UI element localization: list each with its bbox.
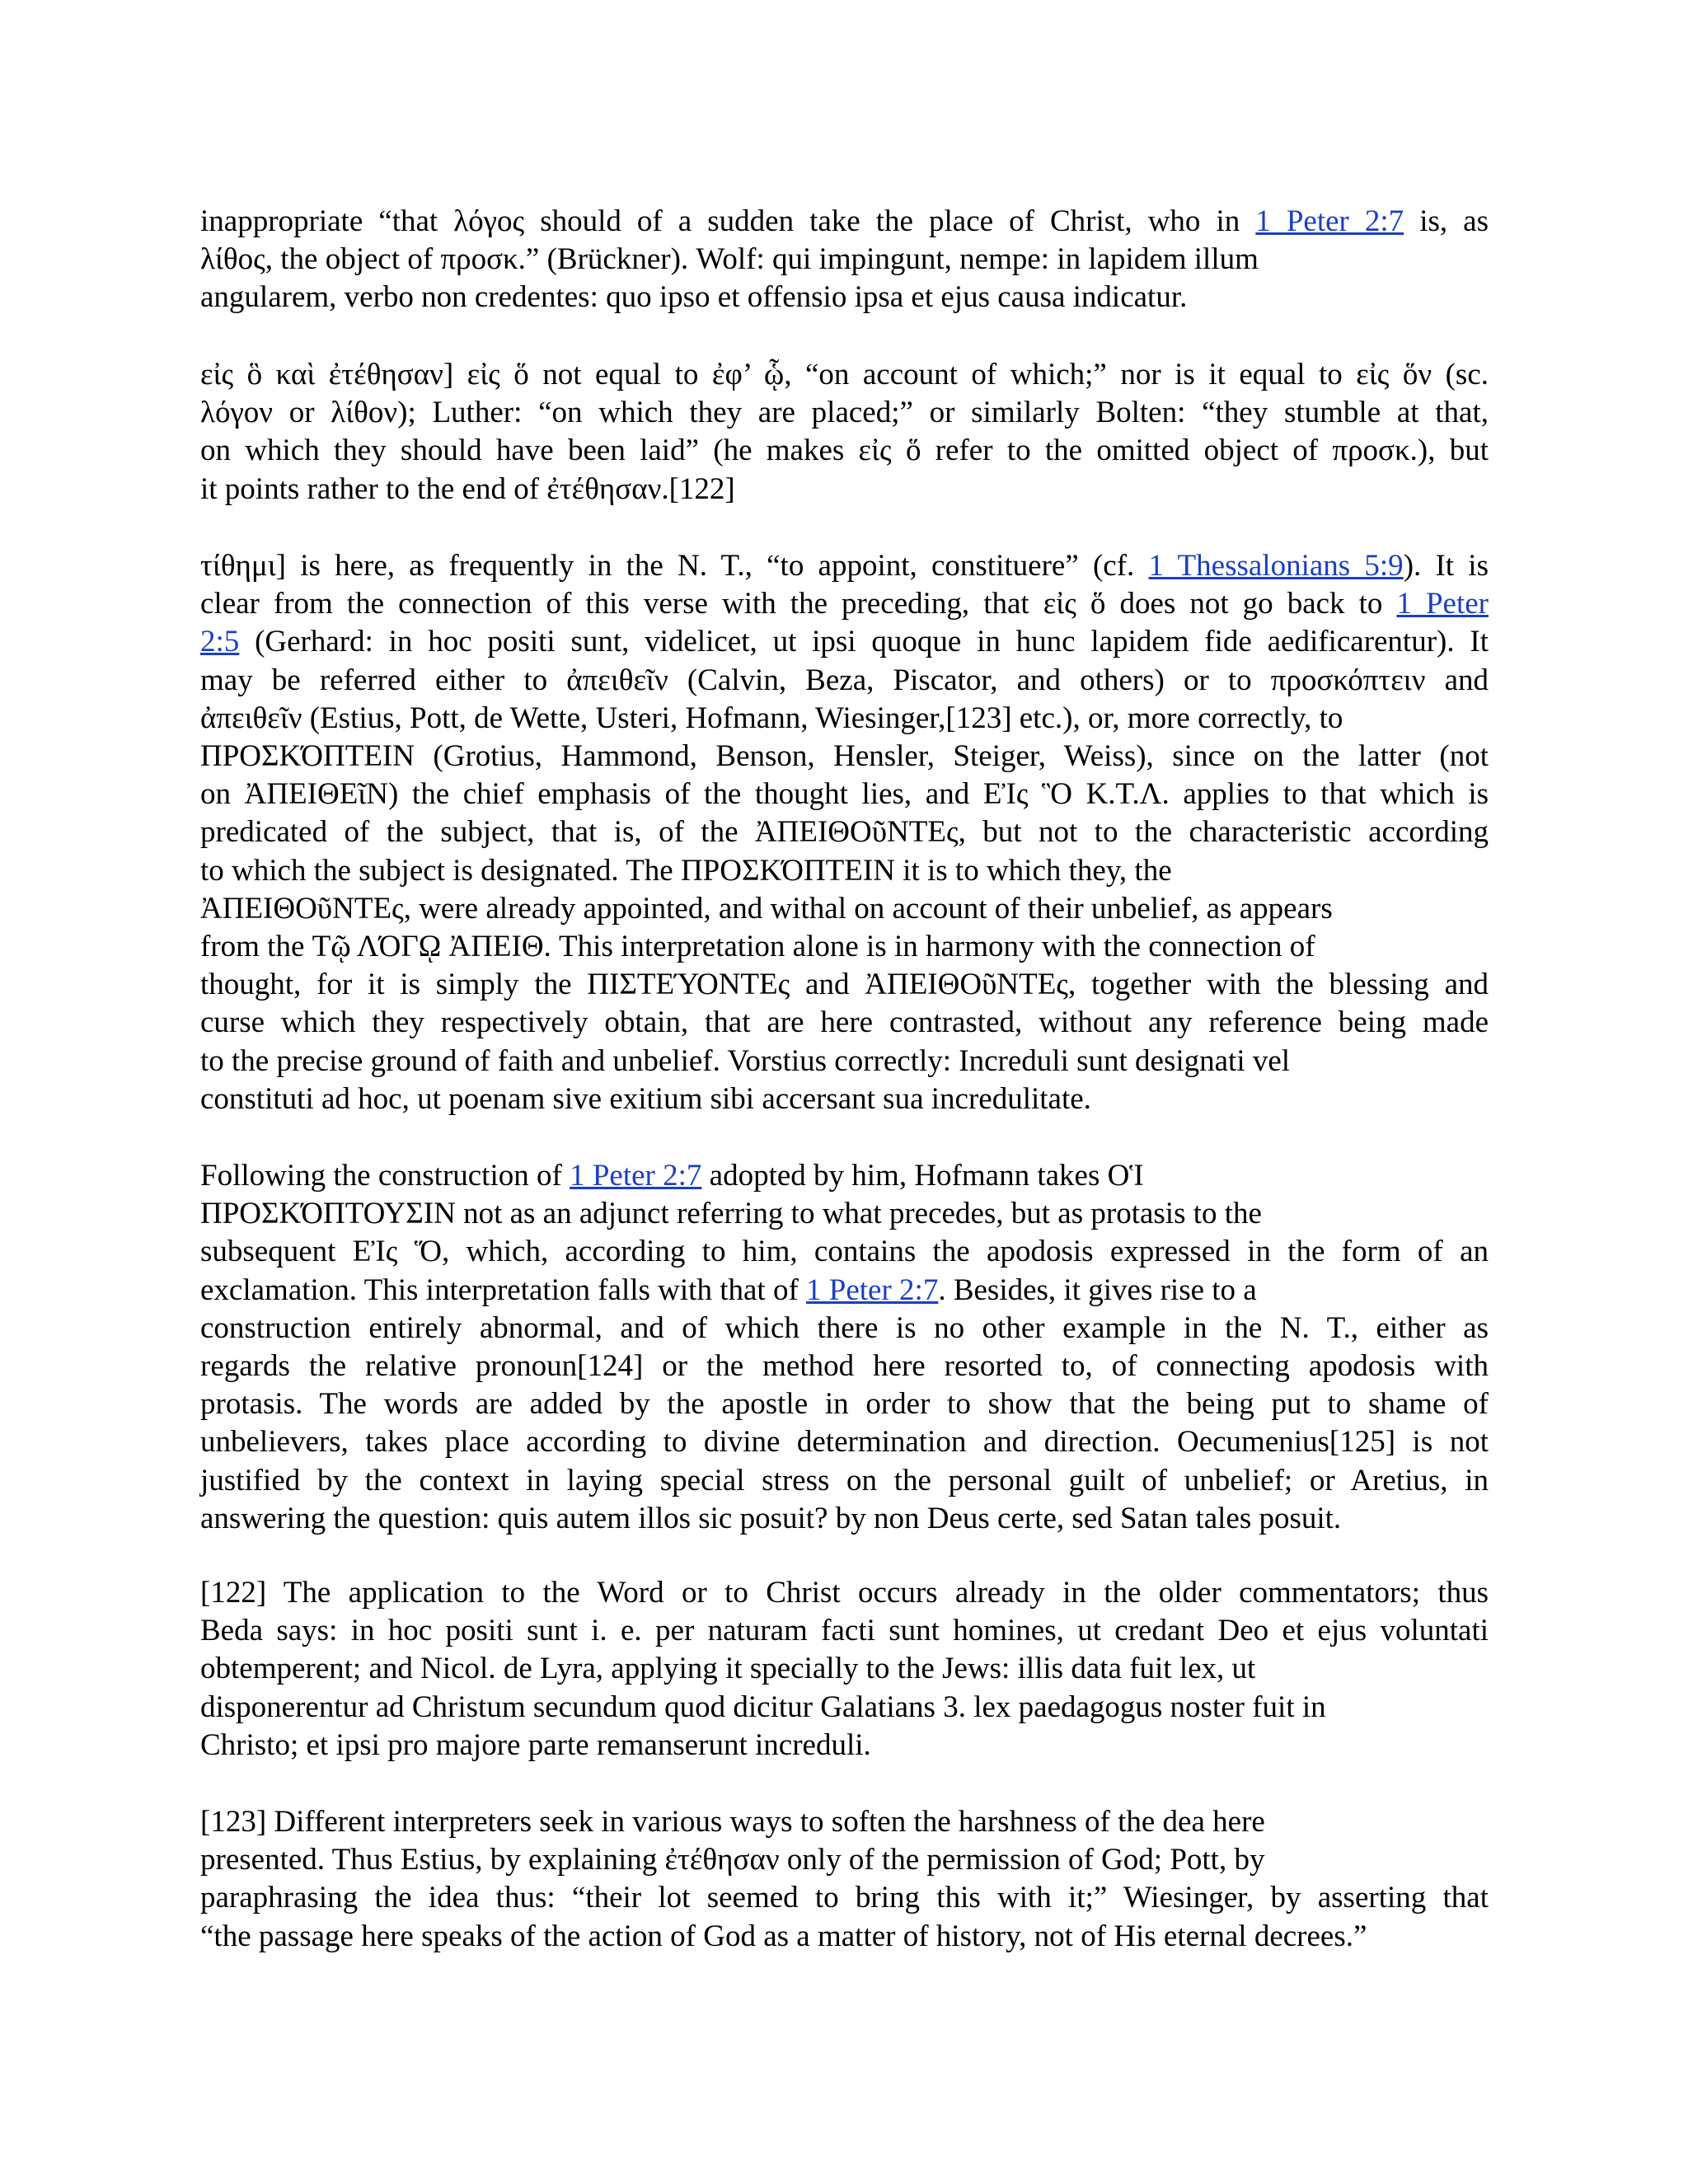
text-segment: εἰς ὃ καὶ ἐτέθησαν] εἰς ὅ not equal to ἐφ’ ᾧ, “on account of which;” nor is it equal to εἰς ὅν (sc. <box>200 358 1489 391</box>
text-segment: on which they should have been laid” (he makes εἰς ὅ refer to the omitted object of προσκ.), but <box>200 434 1489 468</box>
text-line <box>200 1879 1489 1917</box>
text-segment: to the precise ground of faith and unbelief. Vorstius correctly: Increduli sunt designati vel <box>200 1043 1291 1078</box>
text-line <box>200 1423 1489 1461</box>
text-line <box>200 1574 1489 1612</box>
scripture-link[interactable]: 1 Peter <box>1396 587 1489 621</box>
text-line <box>200 966 1489 1004</box>
text-segment: [122] The application to the Word or to Christ occurs already in the older commentators; thus <box>200 1576 1489 1610</box>
text-line <box>200 203 1489 241</box>
text-line <box>200 1310 1489 1347</box>
text-segment: on ἈΠΕΙΘΕῖΝ) the chief emphasis of the thought lies, and ΕἸς Ὃ Κ.Τ.Λ. applies to that which is <box>200 777 1489 812</box>
text-line <box>200 623 1489 661</box>
text-segment: Following the construction of <box>200 1159 570 1193</box>
text-line <box>200 1500 1341 1538</box>
text-segment: ΠΡΟΣΚΌΠΤΕΙΝ (Grotius, Hammond, Benson, Hensler, Steiger, Weiss), since on the latter (not <box>200 739 1489 773</box>
text-segment: inappropriate “that λόγος should of a sudden take the place of Christ, who in <box>200 204 1256 238</box>
text-segment: construction entirely abnormal, and of which there is no other example in the N. T., either as <box>200 1310 1489 1345</box>
text-segment: ἀπειθεῖν (Estius, Pott, de Wette, Usteri, Hofmann, Wiesinger,[123] etc.), or, more correctly, to <box>200 701 1343 735</box>
text-segment: may be referred either to ἀπειθεῖν (Calvin, Beza, Piscator, and others) or to προσκόπτειν and <box>200 663 1489 697</box>
scripture-link[interactable]: 2:5 <box>200 625 240 659</box>
text-line <box>200 279 1187 316</box>
text-segment: predicated of the subject, that is, of the ἈΠΕΙΘΟῦΝΤΕς, but not to the characteristic according <box>200 815 1489 850</box>
text-line <box>200 1918 1367 1956</box>
scripture-link[interactable]: 1 Peter 2:7 <box>1255 204 1404 238</box>
text-line <box>200 356 1489 394</box>
text-line <box>200 852 1172 890</box>
text-segment: protasis. The words are added by the apostle in order to show that the being put to shame of <box>200 1387 1489 1422</box>
text-line <box>200 1727 871 1765</box>
text-segment: is, as <box>1404 204 1489 238</box>
text-segment: it points rather to the end of ἐτέθησαν.[122] <box>200 471 735 506</box>
text-segment: from the Τῷ ΛΌΓῼ ἈΠΕΙΘ. This interpretation alone is in harmony with the connection of <box>200 930 1315 963</box>
text-segment: Beda says: in hoc positi sunt i. e. per naturam facti sunt homines, ut credant Deo et ejus voluntati <box>200 1614 1489 1648</box>
text-segment: answering the question: quis autem illos sic posuit? by non Deus certe, sed Satan tales posuit. <box>200 1501 1342 1535</box>
text-segment: obtemperent; and Nicol. de Lyra, applying it specially to the Jews: illis data fuit lex, ut <box>200 1652 1256 1686</box>
text-line <box>200 1195 1262 1233</box>
text-segment: ). It is <box>1403 549 1489 583</box>
text-line <box>200 738 1489 776</box>
text-segment: paraphrasing the idea thus: “their lot seemed to bring this with it;” Wiesinger, by asserting that <box>200 1881 1489 1915</box>
text-segment: λίθος, the object of προσκ.” (Brückner). Wolf: qui impingunt, nempe: in lapidem illum <box>200 242 1259 277</box>
text-line <box>200 1803 1265 1841</box>
text-line <box>200 1272 1257 1310</box>
text-line <box>200 1650 1255 1688</box>
text-line <box>200 1080 1091 1118</box>
text-line <box>200 1385 1489 1423</box>
text-segment: curse which they respectively obtain, that are here contrasted, without any reference being made <box>200 1005 1489 1040</box>
text-segment: unbelievers, takes place according to divine determination and direction. Oecumenius[125] is not <box>200 1425 1489 1460</box>
text-line <box>200 1233 1489 1271</box>
text-segment: presented. Thus Estius, by explaining ἐτέθησαν only of the permission of God; Pott, by <box>200 1843 1265 1877</box>
text-segment: (Gerhard: in hoc positi sunt, videlicet, ut ipsi quoque in hunc lapidem fide aedificarentur). It <box>239 625 1489 659</box>
text-line <box>200 1462 1489 1500</box>
text-segment: clear from the connection of this verse with the preceding, that εἰς ὅ does not go back to <box>200 587 1397 621</box>
text-segment: regards the relative pronoun[124] or the method here resorted to, of connecting apodosis with <box>200 1349 1489 1383</box>
text-segment: to which the subject is designated. The ΠΡΟΣΚΌΠΤΕΙΝ it is to which they, the <box>200 853 1172 888</box>
text-line <box>200 1004 1489 1042</box>
text-segment: Christo; et ipsi pro majore parte remanserunt increduli. <box>200 1727 871 1762</box>
text-line <box>200 700 1343 738</box>
text-line <box>200 813 1489 851</box>
text-line <box>200 241 1259 279</box>
text-segment: . Besides, it gives rise to a <box>938 1272 1257 1307</box>
text-line <box>200 1043 1290 1080</box>
text-segment: λόγον or λίθον); Luther: “on which they are placed;” or similarly Bolten: “they stumble at that, <box>200 396 1489 430</box>
scripture-link[interactable]: 1 Thessalonians 5:9 <box>1148 549 1404 583</box>
text-line <box>200 1612 1489 1650</box>
text-segment: ἈΠΕΙΘΟῦΝΤΕς, were already appointed, and withal on account of their unbelief, as appears <box>200 891 1333 926</box>
text-segment: adopted by him, Hofmann takes ΟἹ <box>701 1159 1144 1193</box>
scripture-link[interactable]: 1 Peter 2:7 <box>570 1159 702 1193</box>
text-segment: thought, for it is simply the ΠΙΣΤΕΎΟΝΤΕς and ἈΠΕΙΘΟῦΝΤΕς, together with the blessing and <box>200 968 1489 1002</box>
text-segment: “the passage here speaks of the action of God as a matter of history, not of His eternal decrees.” <box>200 1919 1367 1953</box>
text-line <box>200 547 1489 585</box>
text-line <box>200 890 1333 928</box>
text-line <box>200 1347 1489 1385</box>
text-segment: [123] Different interpreters seek in various ways to soften the harshness of the dea here <box>200 1805 1265 1839</box>
text-segment: justified by the context in laying special stress on the personal guilt of unbelief; or Aretius, in <box>200 1463 1489 1497</box>
text-line <box>200 432 1489 470</box>
text-line <box>200 1157 1144 1195</box>
text-line <box>200 776 1489 813</box>
scripture-link[interactable]: 1 Peter 2:7 <box>806 1272 939 1307</box>
text-segment: constituti ad hoc, ut poenam sive exitium sibi accersant sua incredulitate. <box>200 1081 1091 1116</box>
text-line <box>200 1689 1326 1727</box>
text-line <box>200 1841 1264 1879</box>
text-line <box>200 471 735 509</box>
text-segment: subsequent ΕἸς Ὅ, which, according to him, contains the apodosis expressed in the form of an <box>200 1235 1489 1269</box>
text-line <box>200 928 1315 966</box>
text-line <box>200 585 1489 623</box>
text-segment: ΠΡΟΣΚΌΠΤΟΥΣΙΝ not as an adjunct referring to what precedes, but as protasis to the <box>200 1197 1262 1231</box>
text-segment: angularem, verbo non credentes: quo ipso et offensio ipsa et ejus causa indicatur. <box>200 280 1188 315</box>
text-line <box>200 394 1489 432</box>
text-segment: exclamation. This interpretation falls with that of <box>200 1272 807 1307</box>
text-segment: disponerentur ad Christum secundum quod dicitur Galatians 3. lex paedagogus noster fuit in <box>200 1690 1326 1724</box>
text-line <box>200 662 1489 700</box>
text-segment: τίθημι] is here, as frequently in the N. T., “to appoint, constituere” (cf. <box>200 549 1149 583</box>
